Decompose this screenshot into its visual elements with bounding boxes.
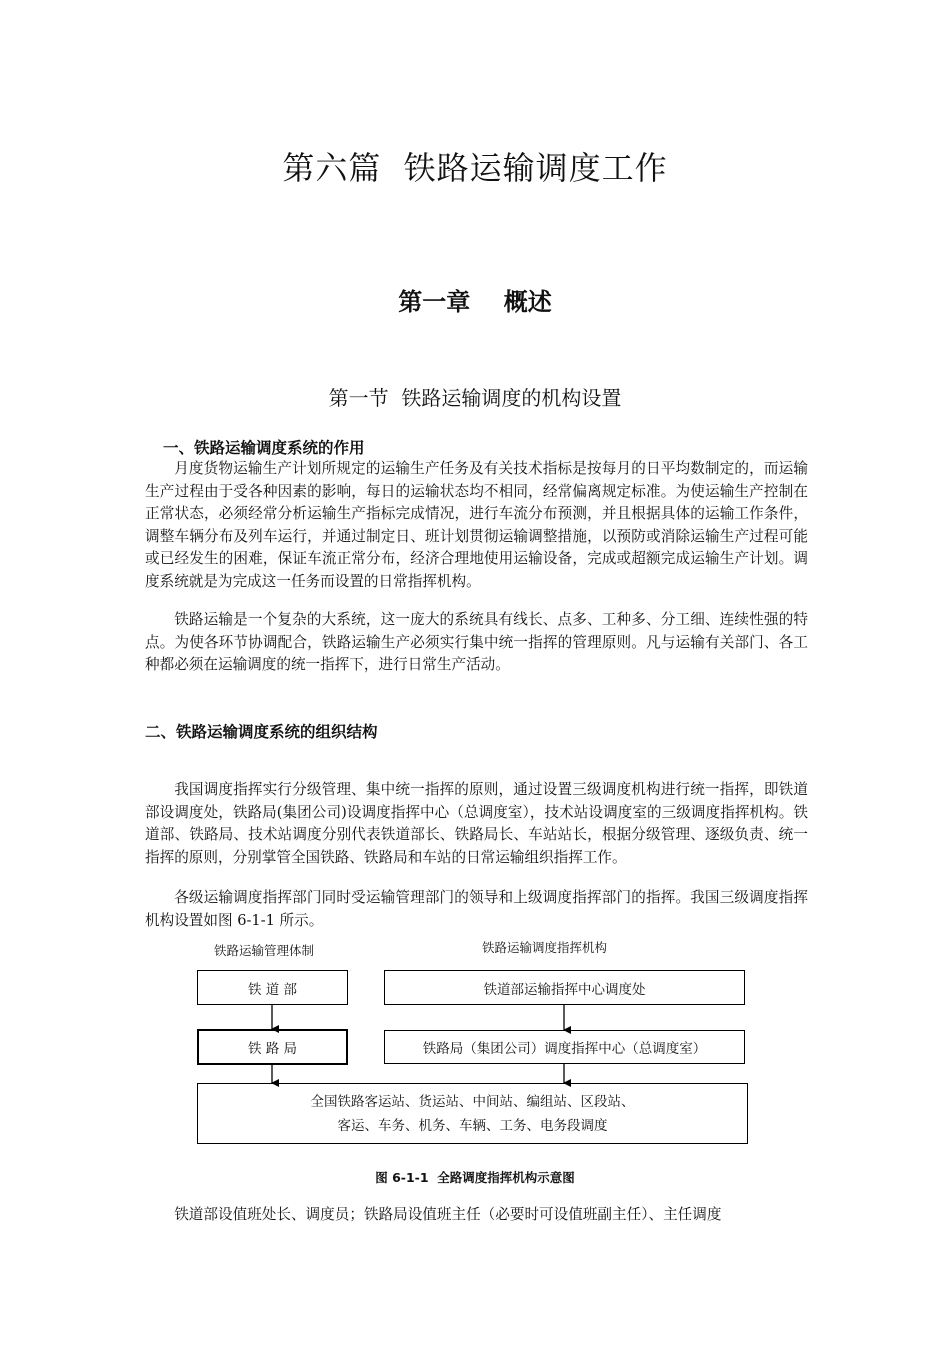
diagram-left-header: 铁路运输管理体制 [214, 943, 315, 958]
diagram-right-header: 铁路运输调度指挥机构 [482, 940, 608, 955]
box-stations-line2: 客运、车务、机务、车辆、工务、电务段调度 [337, 1117, 608, 1134]
paragraph-5: 铁道部设值班处长、调度员；铁路局设值班主任（必要时可设值班副主任）、主任调度 [174, 1206, 722, 1223]
paragraph-4: 各级运输调度指挥部门同时受运输管理部门的领导和上级调度指挥部门的指挥。我国三级调度指挥机构设置如图 6-1-1 所示。 [145, 889, 808, 929]
paragraph-2: 铁路运输是一个复杂的大系统，这一庞大的系统具有线长、点多、工种多、分工细、连续性强的特点。为使各环节协调配合，铁路运输生产必须实行集中统一指挥的管理原则。凡与运输有关部门、各工种都必须在运输调度的统一指挥下，进行日常生产活动。 [145, 611, 808, 674]
box-ministry-center: 铁道部运输指挥中心调度处 [384, 970, 745, 1005]
box-stations-line1: 全国铁路客运站、货运站、中间站、编组站、区段站、 [310, 1093, 635, 1110]
section-title: 第一节 铁路运输调度的机构设置 [328, 386, 622, 410]
box-bureau: 铁 路 局 [197, 1029, 348, 1065]
box-stations [197, 1083, 748, 1144]
chapter-title: 第一章 概述 [398, 288, 552, 316]
box-bureau-center: 铁路局（集团公司）调度指挥中心（总调度室） [384, 1030, 745, 1064]
paragraph-3: 我国调度指挥实行分级管理、集中统一指挥的原则，通过设置三级调度机构进行统一指挥，即铁道部设调度处，铁路局(集团公司)设调度指挥中心（总调度室），技术站设调度室的三级调度指挥机构。铁道部、铁路局、技术站调度分别代表铁道部长、铁路局长、车站站长，根据分级管理、逐级负责、统一指挥的原则，分别掌管全国铁路、铁路局和车站的日常运输组织指挥工作。 [145, 781, 808, 866]
subsection-heading-2: 二、铁路运输调度系统的组织结构 [145, 723, 378, 741]
paragraph-1: 月度货物运输生产计划所规定的运输生产任务及有关技术指标是按每月的日平均数制定的，而运输生产过程由于受各种因素的影响，每日的运输状态均不相同，经常偏离规定标准。为使运输生产控制在正常状态，必须经常分析运输生产指标完成情况，进行车流分布预测，并且根据具体的运输工作条件，调整车辆分布及列车运行，并通过制定日、班计划贯彻运输调整措施，以预防或消除运输生产过程可能或已经发生的困难，保证车流正常分布，经济合理地使用运输设备，完成或超额完成运输生产计划。调度系统就是为完成这一任务而设置的日常指挥机构。 [145, 460, 808, 590]
subsection-heading-1: 一、铁路运输调度系统的作用 [163, 439, 365, 457]
figure-caption: 图 6-1-1 全路调度指挥机构示意图 [375, 1170, 575, 1185]
box-ministry: 铁 道 部 [197, 970, 348, 1005]
part-title: 第六篇 铁路运输调度工作 [282, 149, 668, 187]
